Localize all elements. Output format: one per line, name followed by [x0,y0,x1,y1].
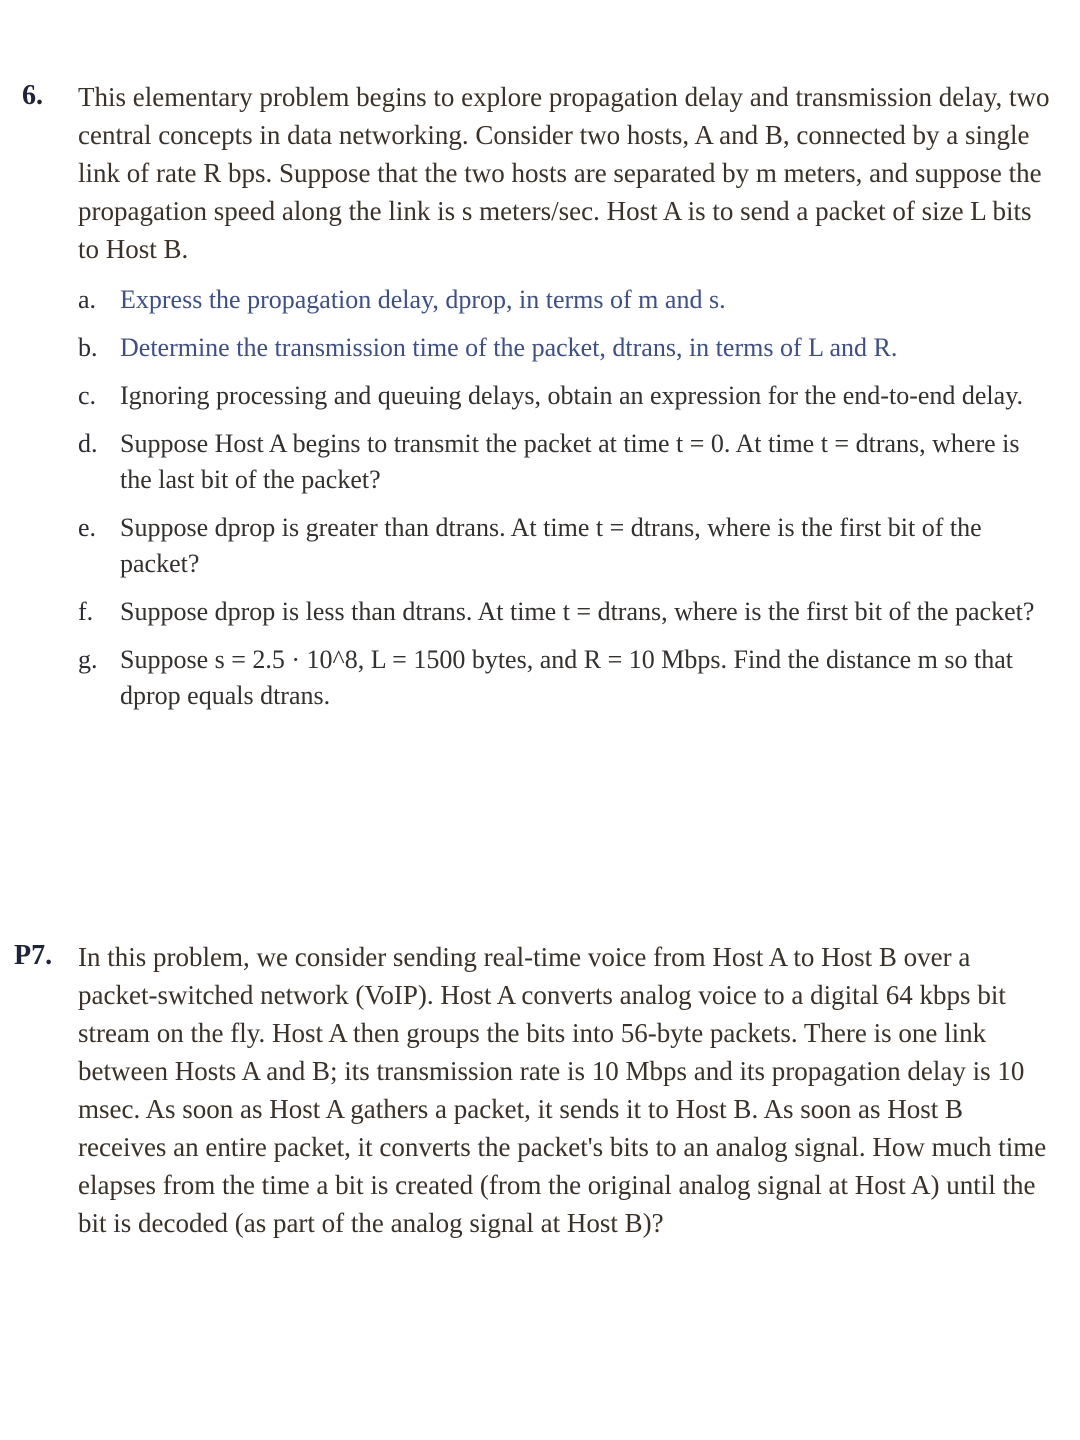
problem-text: This elementary problem begins to explore propagation delay and transmission delay, two central concepts in data networking. Consider two hosts, A and B, connected by a single link of rate R bps. Suppose that the two hosts are separated by m meters, and suppose the propagation speed along the link is s meters/sec. Host A is to send a packet of size L bits to Host B. [78,82,1050,264]
problem-parts-list [78,282,1050,726]
part-letter: a. [78,285,97,314]
problem-part [78,330,1050,366]
part-letter: f. [78,597,94,626]
part-letter: b. [78,333,98,362]
part-letter: g. [78,645,98,674]
problem-part [78,594,1050,630]
problem-part [78,426,1050,498]
problem-part [78,642,1050,714]
part-letter: e. [78,513,97,542]
part-text: Suppose s = 2.5 · 10^8, L = 1500 bytes, and R = 10 Mbps. Find the distance m so that dprop equals dtrans. [120,645,1013,710]
part-text: Express the propagation delay, dprop, in terms of m and s. [120,285,726,314]
problem-part [78,510,1050,582]
problem-part [78,282,1050,318]
part-letter: d. [78,429,98,458]
problem-number: 6. [22,80,43,111]
problem-text: In this problem, we consider sending real-time voice from Host A to Host B over a packet-switched network (VoIP). Host A converts analog voice to a digital 64 kbps bit stream on the fly. Host A then groups the bits into 56-byte packets. There is one link between Hosts A and B; its transmission rate is 10 Mbps and its propagation delay is 10 msec. As soon as Host A gathers a packet, it sends it to Host B. As soon as Host B receives an entire packet, it converts the packet's bits to an analog signal. How much time elapses from the time a bit is created (from the original analog signal at Host A) until the bit is decoded (as part of the analog signal at Host B)? [78,942,1047,1238]
part-letter: c. [78,381,97,410]
part-text: Suppose Host A begins to transmit the packet at time t = 0. At time t = dtrans, where is the last bit of the packet? [120,429,1020,494]
problem-statement [78,938,1050,1242]
part-text: Ignoring processing and queuing delays, obtain an expression for the end-to-end delay. [120,381,1024,410]
problem-statement [78,78,1050,268]
part-text: Suppose dprop is greater than dtrans. At time t = dtrans, where is the first bit of the packet? [120,513,982,578]
problem-number: P7. [14,940,53,971]
part-text: Suppose dprop is less than dtrans. At time t = dtrans, where is the first bit of the packet? [120,597,1035,626]
problem-part [78,378,1050,414]
part-text: Determine the transmission time of the packet, dtrans, in terms of L and R. [120,333,898,362]
